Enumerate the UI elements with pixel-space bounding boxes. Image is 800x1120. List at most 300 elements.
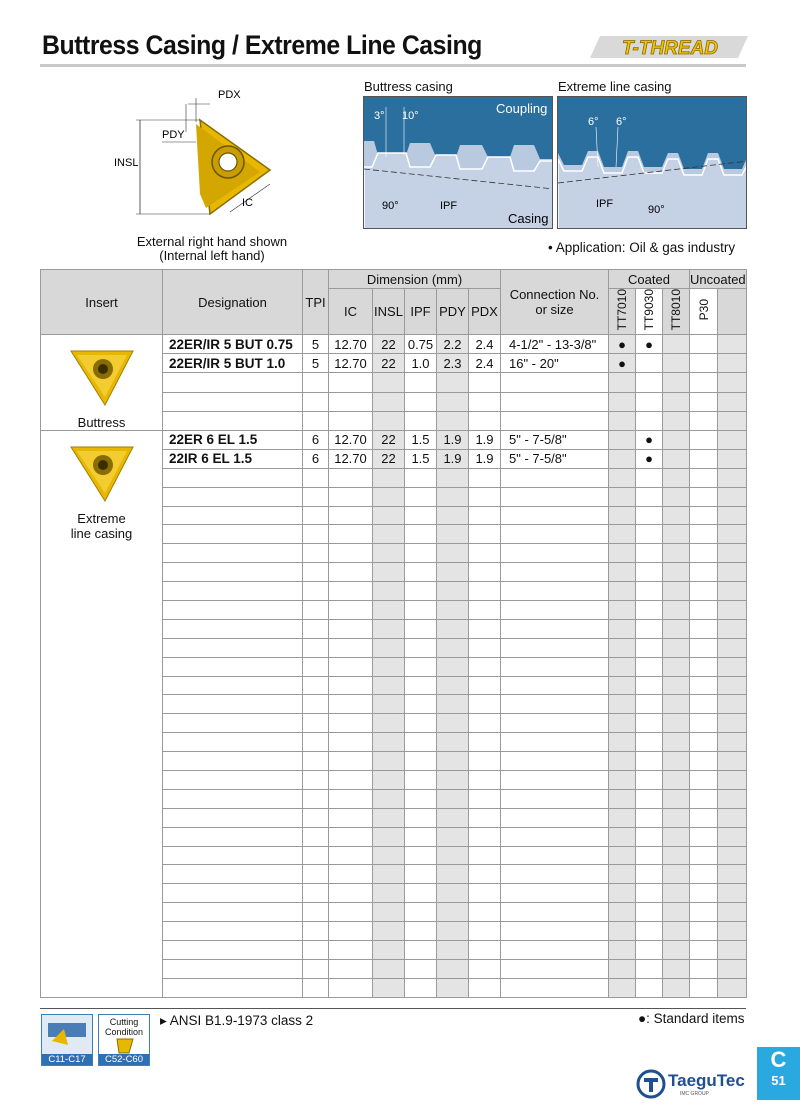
insl-cell [373,884,405,903]
tpi-cell: 6 [303,431,329,450]
ic-cell [329,771,373,790]
pdx-cell [469,525,501,544]
ipf-cell [405,373,437,392]
pdx-cell [469,544,501,563]
ipf-cell: 1.0 [405,354,437,373]
tt8010-cell [663,657,690,676]
tt9030-cell [636,411,663,430]
pdx-cell [469,789,501,808]
ipf-cell [405,922,437,941]
designation-cell [163,373,303,392]
ic-cell [329,978,373,997]
insert-thumbnail [65,343,139,409]
ic-cell [329,619,373,638]
tt8010-cell [663,525,690,544]
ipf-cell [405,978,437,997]
buttress-angle-10: 10° [402,110,419,122]
t-thread-logo [590,34,748,60]
tt9030-cell [636,525,663,544]
ic-cell [329,714,373,733]
tt9030-cell [636,392,663,411]
pdy-cell [437,657,469,676]
ipf-cell [405,846,437,865]
ic-cell [329,733,373,752]
pdy-cell: 2.3 [437,354,469,373]
connection-cell [501,733,609,752]
tt8010-cell [663,865,690,884]
blank-cell [718,619,746,638]
tpi-cell [303,619,329,638]
insert-caption-line1: External right hand shown [136,234,288,249]
blank-cell [718,941,746,960]
cutting-condition-icon [99,1037,149,1055]
tt7010-cell [609,411,636,430]
tpi-cell [303,695,329,714]
designation-cell [163,789,303,808]
ic-cell: 12.70 [329,431,373,450]
header-tpi: TPI [303,270,329,335]
header-ic: IC [329,289,373,335]
header-uncoated: Uncoated [690,271,746,287]
insert-label-extreme [41,511,162,541]
tt7010-cell [609,525,636,544]
ic-cell [329,941,373,960]
tt8010-cell [663,431,690,450]
insl-cell [373,468,405,487]
standard-note: ▸ ANSI B1.9-1973 class 2 [160,1013,314,1028]
p30-cell [690,846,718,865]
designation-cell [163,411,303,430]
buttress-angle-3: 3° [374,110,385,122]
pdy-cell [437,468,469,487]
pdx-cell: 2.4 [469,354,501,373]
casing-label: Casing [508,211,549,226]
insl-cell [373,752,405,771]
tt9030-cell [636,808,663,827]
tpi-cell [303,506,329,525]
insl-cell [373,771,405,790]
tt9030-cell [636,789,663,808]
insl-cell [373,525,405,544]
header-pdx: PDX [469,289,501,335]
tt8010-cell [663,449,690,468]
p30-cell [690,411,718,430]
header-connection [501,270,609,335]
insl-cell [373,846,405,865]
tt8010-cell [663,959,690,978]
ref-cutting-title-2: Condition [104,1027,144,1037]
designation-cell [163,978,303,997]
ic-cell [329,506,373,525]
tt9030-cell: ● [636,335,663,354]
pdx-cell [469,978,501,997]
pdy-cell [437,808,469,827]
designation-cell: 22ER/IR 5 BUT 0.75 [163,335,303,354]
tt9030-cell [636,619,663,638]
ipf-cell: 1.5 [405,449,437,468]
pdx-cell [469,846,501,865]
tpi-cell [303,884,329,903]
insl-cell [373,601,405,620]
tt9030-cell [636,506,663,525]
blank-cell [718,638,746,657]
ic-cell [329,544,373,563]
tpi-cell [303,959,329,978]
tt9030-cell [636,695,663,714]
ic-cell: 12.70 [329,354,373,373]
pdx-cell [469,922,501,941]
header-insert: Insert [41,270,163,335]
tt8010-cell [663,373,690,392]
tt7010-cell [609,676,636,695]
pdx-cell [469,714,501,733]
blank-cell [718,411,746,430]
tt9030-cell [636,468,663,487]
connection-cell [501,771,609,790]
tt7010-cell [609,449,636,468]
insert-label-line2: line casing [70,526,133,541]
designation-cell [163,959,303,978]
blank-cell [718,449,746,468]
tt7010-cell [609,865,636,884]
tt9030-cell [636,638,663,657]
designation-cell [163,619,303,638]
blank-cell [718,808,746,827]
tt9030-cell [636,582,663,601]
p30-cell [690,487,718,506]
tt7010-cell: ● [609,335,636,354]
p30-cell [690,771,718,790]
tt7010-cell [609,922,636,941]
section-tab[interactable] [757,1047,800,1100]
insert-caption-line2: (Internal left hand) [159,248,265,263]
ref-cutting-pages: C52-C60 [99,1054,149,1065]
connection-cell [501,752,609,771]
ic-cell [329,638,373,657]
p30-cell [690,941,718,960]
ipf-cell [405,601,437,620]
extreme-angle-90: 90° [648,204,665,216]
blank-cell [718,392,746,411]
insl-cell: 22 [373,335,405,354]
spec-table [40,269,747,998]
buttress-casing-diagram [363,96,553,229]
connection-cell [501,827,609,846]
buttress-diagram-title: Buttress casing [364,79,453,94]
connection-cell [501,392,609,411]
p30-cell [690,392,718,411]
p30-cell [690,884,718,903]
ipf-cell: 0.75 [405,335,437,354]
ic-cell [329,411,373,430]
designation-cell [163,487,303,506]
tt7010-cell [609,657,636,676]
connection-cell [501,601,609,620]
ic-cell [329,808,373,827]
ipf-cell [405,789,437,808]
pdx-cell [469,676,501,695]
pdx-cell [469,827,501,846]
pdx-cell: 1.9 [469,431,501,450]
ipf-cell [405,714,437,733]
connection-cell [501,941,609,960]
pdy-cell [437,865,469,884]
pdx-cell [469,601,501,620]
tt8010-cell [663,808,690,827]
connection-cell [501,468,609,487]
blank-cell [718,714,746,733]
pdx-cell [469,563,501,582]
header-insl: INSL [373,289,405,335]
connection-cell [501,638,609,657]
ipf-cell [405,676,437,695]
header-ipf: IPF [405,289,437,335]
ipf-cell [405,392,437,411]
pdy-cell [437,695,469,714]
header-connection-line2: or size [535,302,574,317]
p30-cell [690,865,718,884]
extreme-diagram-title: Extreme line casing [558,79,672,94]
ipf-cell [405,695,437,714]
pdy-cell [437,789,469,808]
coupling-label: Coupling [496,101,548,116]
tt8010-cell [663,354,690,373]
ipf-cell [405,752,437,771]
tt9030-cell [636,941,663,960]
tt8010-cell [663,468,690,487]
tpi-cell [303,373,329,392]
tt8010-cell [663,884,690,903]
ipf-cell [405,808,437,827]
header-tt8010: TT8010 [669,289,683,331]
tpi-cell [303,638,329,657]
designation-cell: 22IR 6 EL 1.5 [163,449,303,468]
designation-cell [163,884,303,903]
designation-cell [163,771,303,790]
tpi-cell [303,468,329,487]
tt9030-cell: ● [636,449,663,468]
connection-cell [501,808,609,827]
insl-cell [373,903,405,922]
p30-cell [690,373,718,392]
p30-cell [690,506,718,525]
ipf-cell [405,525,437,544]
p30-cell [690,695,718,714]
blank-cell [718,676,746,695]
ipf-cell [405,865,437,884]
pdy-cell [437,752,469,771]
ipf-cell: 1.5 [405,431,437,450]
tt8010-cell [663,487,690,506]
pdx-cell [469,468,501,487]
ic-cell [329,392,373,411]
tpi-cell [303,978,329,997]
company-name: TaeguTec [668,1071,745,1090]
p30-cell [690,544,718,563]
blank-cell [718,468,746,487]
ref-cutting-box[interactable] [98,1014,150,1066]
tt9030-cell [636,487,663,506]
pdx-cell [469,506,501,525]
ipf-cell [405,411,437,430]
tt7010-cell [609,959,636,978]
connection-cell [501,846,609,865]
tt9030-cell [636,922,663,941]
tpi-cell [303,846,329,865]
ipf-cell [405,884,437,903]
pdy-cell [437,487,469,506]
designation-cell [163,563,303,582]
ic-cell [329,601,373,620]
pdx-cell [469,582,501,601]
blank-cell [718,978,746,997]
ic-cell [329,865,373,884]
ic-label: IC [242,197,253,209]
ic-cell [329,657,373,676]
blank-cell [718,431,746,450]
tt8010-cell [663,619,690,638]
tt9030-cell [636,544,663,563]
ipf-cell [405,582,437,601]
tpi-cell [303,733,329,752]
tpi-cell [303,865,329,884]
designation-cell [163,544,303,563]
p30-cell [690,922,718,941]
p30-cell [690,619,718,638]
ipf-cell [405,638,437,657]
blank-cell [718,506,746,525]
tpi-cell [303,903,329,922]
tt9030-cell [636,601,663,620]
connection-cell [501,959,609,978]
tt8010-cell [663,582,690,601]
tpi-cell [303,676,329,695]
tt8010-cell [663,676,690,695]
p30-cell [690,525,718,544]
blank-cell [718,846,746,865]
insl-cell [373,922,405,941]
tpi-cell [303,941,329,960]
tt9030-cell [636,978,663,997]
insl-cell [373,676,405,695]
insl-cell [373,959,405,978]
header-tt7010: TT7010 [615,289,629,331]
tt9030-cell [636,865,663,884]
legend-note: ●: Standard items [638,1011,745,1026]
ic-cell: 12.70 [329,335,373,354]
insl-cell [373,714,405,733]
ref-tooling-box[interactable] [41,1014,93,1066]
tt7010-cell [609,884,636,903]
blank-cell [718,771,746,790]
tt7010-cell [609,544,636,563]
tt8010-cell [663,563,690,582]
tt8010-cell [663,714,690,733]
insl-cell [373,619,405,638]
tt7010-cell [609,619,636,638]
pdx-cell [469,411,501,430]
connection-cell: 16" - 20" [501,354,609,373]
tt7010-cell [609,978,636,997]
p30-cell [690,468,718,487]
blank-cell [718,922,746,941]
blank-cell [718,752,746,771]
ic-cell [329,959,373,978]
designation-cell [163,601,303,620]
title-rule [40,64,746,67]
insl-cell [373,563,405,582]
tt9030-cell [636,903,663,922]
ipf-cell [405,771,437,790]
insl-cell: 22 [373,431,405,450]
insl-cell [373,657,405,676]
designation-cell [163,506,303,525]
tt7010-cell [609,373,636,392]
blank-cell [718,354,746,373]
tt7010-cell [609,903,636,922]
header-pdy: PDY [437,289,469,335]
tt8010-cell [663,922,690,941]
p30-cell [690,676,718,695]
blank-cell [718,865,746,884]
tt7010-cell [609,487,636,506]
tt9030-cell [636,373,663,392]
tt7010-cell [609,695,636,714]
pdx-cell [469,487,501,506]
pdy-cell: 1.9 [437,449,469,468]
connection-cell [501,563,609,582]
p30-cell [690,789,718,808]
ic-cell [329,752,373,771]
designation-cell [163,922,303,941]
tt7010-cell [609,846,636,865]
tt8010-cell [663,941,690,960]
pdy-cell [437,619,469,638]
pdy-cell: 2.2 [437,335,469,354]
pdx-cell [469,903,501,922]
designation-cell [163,582,303,601]
pdx-cell [469,638,501,657]
connection-cell [501,922,609,941]
insl-cell [373,638,405,657]
insl-cell [373,808,405,827]
p30-cell [690,733,718,752]
tt7010-cell [609,638,636,657]
tt7010-cell [609,468,636,487]
header-p30: P30 [696,299,711,321]
insl-cell: 22 [373,354,405,373]
insl-cell [373,582,405,601]
designation-cell [163,941,303,960]
blank-cell [718,544,746,563]
blank-cell [718,733,746,752]
tt8010-cell [663,978,690,997]
blank-cell [718,525,746,544]
pdx-cell [469,771,501,790]
ic-cell [329,846,373,865]
buttress-angle-90: 90° [382,200,399,212]
toolholder-icon [42,1015,92,1051]
blank-cell [718,789,746,808]
designation-cell [163,903,303,922]
tt7010-cell [609,392,636,411]
designation-cell [163,638,303,657]
designation-cell [163,468,303,487]
blank-cell [718,582,746,601]
insl-cell [373,392,405,411]
tt9030-cell: ● [636,431,663,450]
tt8010-cell [663,392,690,411]
